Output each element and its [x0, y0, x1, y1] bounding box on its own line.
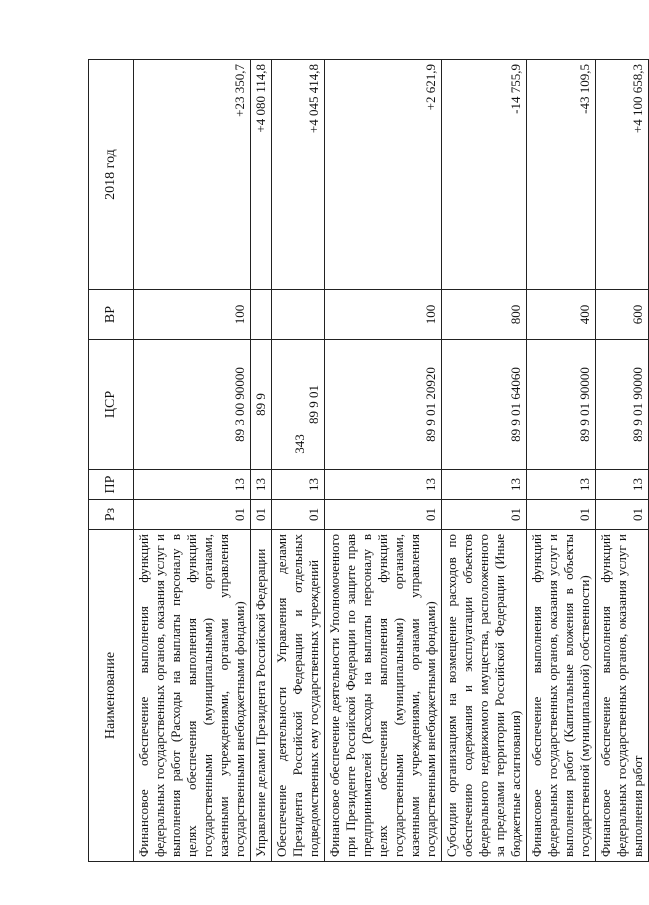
header-year: 2018 год — [89, 60, 134, 290]
row-pr: 13 — [325, 470, 442, 500]
row-rz: 01 — [251, 500, 272, 530]
table-row — [272, 60, 325, 862]
row-value: +4 080 114,8 — [251, 60, 272, 290]
header-vr: ВР — [89, 290, 134, 340]
budget-table — [88, 59, 649, 862]
row-csr: 89 9 01 90000 — [527, 340, 596, 470]
budget-table-wrapper — [88, 60, 645, 862]
row-pr: 13 — [134, 470, 251, 500]
row-csr: 89 9 01 64060 — [442, 340, 527, 470]
row-vr — [251, 290, 272, 340]
row-csr: 89 9 — [251, 340, 272, 470]
table-row — [251, 60, 272, 862]
table-header-row — [89, 60, 134, 862]
table-row — [596, 60, 649, 862]
row-csr: 89 9 01 — [272, 340, 325, 470]
row-value: +2 621,9 — [325, 60, 442, 290]
row-pr: 13 — [596, 470, 649, 500]
row-csr: 89 9 01 20920 — [325, 340, 442, 470]
row-vr: 400 — [527, 290, 596, 340]
page-rotation-frame — [88, 60, 645, 862]
row-csr: 89 9 01 90000 — [596, 340, 649, 470]
row-name: Финансовое обеспечение выполнения функций федеральных государственных органов, оказания услуг и выполнения работ (Расходы на выплаты персоналу в целях обеспечения выполнения функций государственными (муниципальными) органами, казенными учреждениями, органами управления государственными внебюджетными фондами) — [134, 530, 251, 862]
row-vr: 100 — [134, 290, 251, 340]
row-vr — [272, 290, 325, 340]
header-name: Наименование — [89, 530, 134, 862]
row-pr: 13 — [251, 470, 272, 500]
row-pr: 13 — [272, 470, 325, 500]
row-rz: 01 — [596, 500, 649, 530]
row-name: Финансовое обеспечение выполнения функций федеральных государственных органов, оказания услуг и выполнения работ (Капитальные вложения в объекты государственной (муниципальной) собственности) — [527, 530, 596, 862]
row-name: Финансовое обеспечение выполнения функций федеральных государственных органов, оказания услуг и выполнения работ — [596, 530, 649, 862]
row-vr: 600 — [596, 290, 649, 340]
table-row — [527, 60, 596, 862]
row-value: -43 109,5 — [527, 60, 596, 290]
row-vr: 100 — [325, 290, 442, 340]
row-rz: 01 — [272, 500, 325, 530]
row-csr: 89 3 00 90000 — [134, 340, 251, 470]
row-value: -14 755,9 — [442, 60, 527, 290]
row-rz: 01 — [527, 500, 596, 530]
row-vr: 800 — [442, 290, 527, 340]
row-rz: 01 — [442, 500, 527, 530]
row-value: +4 045 414,8 — [272, 60, 325, 290]
page-number: 343 — [292, 434, 307, 454]
row-value: +23 350,7 — [134, 60, 251, 290]
header-rz: Рз — [89, 500, 134, 530]
row-name: Финансовое обеспечение деятельности Уполномоченного при Президенте Российской Федерации по защите прав предпринимателей (Расходы на выплаты персоналу в целях обеспечения выполнения функций государственными (муниципальными) органами, казенными учреждениями, органами управления государственными внебюджетными фондами) — [325, 530, 442, 862]
row-name: Обеспечение деятельности Управления делами Президента Российской Федерации и отдельных подведомственных ему государственных учреждений — [272, 530, 325, 862]
row-name: Субсидии организациям на возмещение расходов по обеспечению содержания и эксплуатации объектов федерального недвижимого имущества, расположенного за пределами территории Российской Федерации (Иные бюджетные ассигнования) — [442, 530, 527, 862]
row-rz: 01 — [134, 500, 251, 530]
table-row — [442, 60, 527, 862]
row-rz: 01 — [325, 500, 442, 530]
row-pr: 13 — [527, 470, 596, 500]
row-value: +4 100 658,3 — [596, 60, 649, 290]
table-row — [325, 60, 442, 862]
row-name: Управление делами Президента Российской Федерации — [251, 530, 272, 862]
header-pr: ПР — [89, 470, 134, 500]
header-csr: ЦСР — [89, 340, 134, 470]
row-pr: 13 — [442, 470, 527, 500]
table-row — [134, 60, 251, 862]
